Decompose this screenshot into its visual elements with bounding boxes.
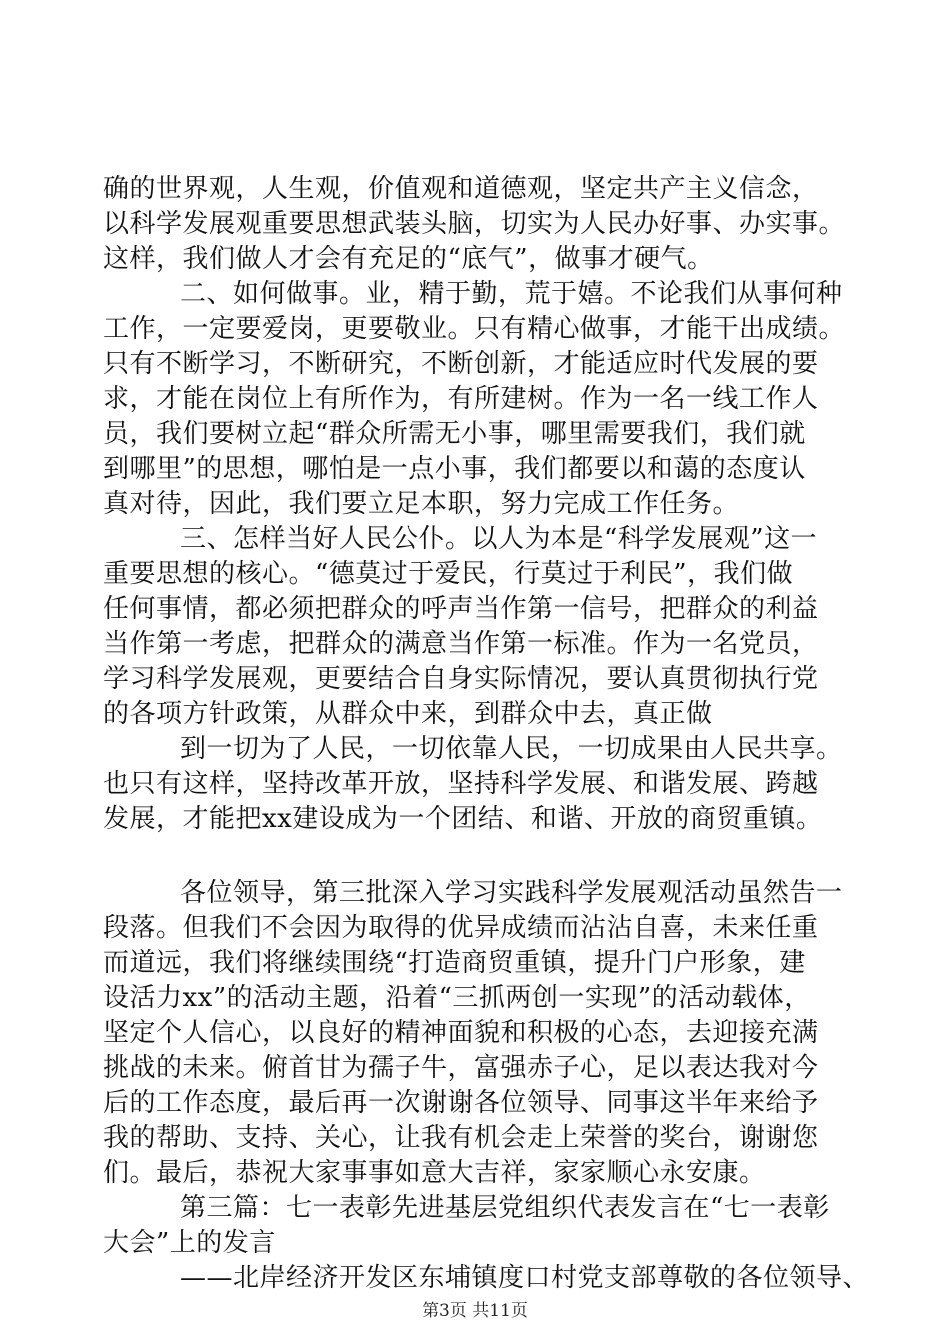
text-line: 三、怎样当好人民公仆。以人为本是“科学发展观”这一 [180, 524, 818, 554]
text-line: 到哪里”的思想，哪怕是一点小事，我们都要以和蔼的态度认 [103, 454, 806, 484]
text-line: 各位领导，第三批深入学习实践科学发展观活动虽然告一 [180, 878, 843, 908]
text-line: 后的工作态度，最后再一次谢谢各位领导、同事这半年来给予 [103, 1088, 819, 1118]
text-line: 真对待，因此，我们要立足本职，努力完成工作任务。 [103, 489, 740, 519]
text-line: 设活力xx”的活动主题，沿着“三抓两创一实现”的活动载体， [103, 983, 811, 1013]
text-line: 以科学发展观重要思想武装头脑，切实为人民办好事、办实事。 [103, 209, 846, 239]
text-line: 重要思想的核心。“德莫过于爱民，行莫过于利民”，我们做 [103, 559, 794, 589]
text-line: 员，我们要树立起“群众所需无小事，哪里需要我们，我们就 [103, 419, 806, 449]
text-line: 求，才能在岗位上有所作为，有所建树。作为一名一线工作人 [103, 384, 819, 414]
text-line: 学习科学发展观，更要结合自身实际情况，要认真贯彻执行党 [103, 664, 819, 694]
section-heading: 第三篇：七一表彰先进基层党组织代表发言在“七一表彰 [180, 1193, 830, 1223]
text-line: 发展，才能把xx建设成为一个团结、和谐、开放的商贸重镇。 [103, 804, 823, 834]
text-line: 任何事情，都必须把群众的呼声当作第一信号，把群众的利益 [103, 594, 819, 624]
text-line: 段落。但我们不会因为取得的优异成绩而沾沾自喜，未来任重 [103, 913, 819, 943]
text-line: 工作，一定要爱岗，更要敬业。只有精心做事，才能干出成绩。 [103, 314, 846, 344]
text-line: 二、如何做事。业，精于勤，荒于嬉。不论我们从事何种 [180, 279, 843, 309]
text-line: 当作第一考虑，把群众的满意当作第一标准。作为一名党员， [103, 629, 819, 659]
page-number: 第3页 共11页 [422, 1301, 528, 1321]
text-line: ——北岸经济开发区东埔镇度口村党支部尊敬的各位领导、 [180, 1263, 870, 1293]
text-line: 挑战的未来。俯首甘为孺子牛，富强赤子心，足以表达我对今 [103, 1053, 819, 1083]
text-line: 们。最后，恭祝大家事事如意大吉祥，家家顺心永安康。 [103, 1158, 766, 1188]
text-line: 而道远，我们将继续围绕“打造商贸重镇，提升门户形象，建 [103, 948, 806, 978]
text-line: 的各项方针政策，从群众中来，到群众中去，真正做 [103, 699, 713, 729]
text-line: 确的世界观，人生观，价值观和道德观，坚定共产主义信念， [103, 174, 819, 204]
text-line: 只有不断学习，不断研究，不断创新，才能适应时代发展的要 [103, 349, 819, 379]
section-heading: 大会”上的发言 [103, 1228, 276, 1258]
text-line: 也只有这样，坚持改革开放，坚持科学发展、和谐发展、跨越 [103, 769, 819, 799]
text-line: 我的帮助、支持、关心，让我有机会走上荣誉的奖台，谢谢您 [103, 1123, 819, 1153]
text-line: 这样，我们做人才会有充足的“底气”，做事才硬气。 [103, 244, 714, 274]
text-line: 坚定个人信心，以良好的精神面貌和积极的心态，去迎接充满 [103, 1018, 819, 1048]
text-line: 到一切为了人民，一切依靠人民，一切成果由人民共享。 [180, 734, 843, 764]
